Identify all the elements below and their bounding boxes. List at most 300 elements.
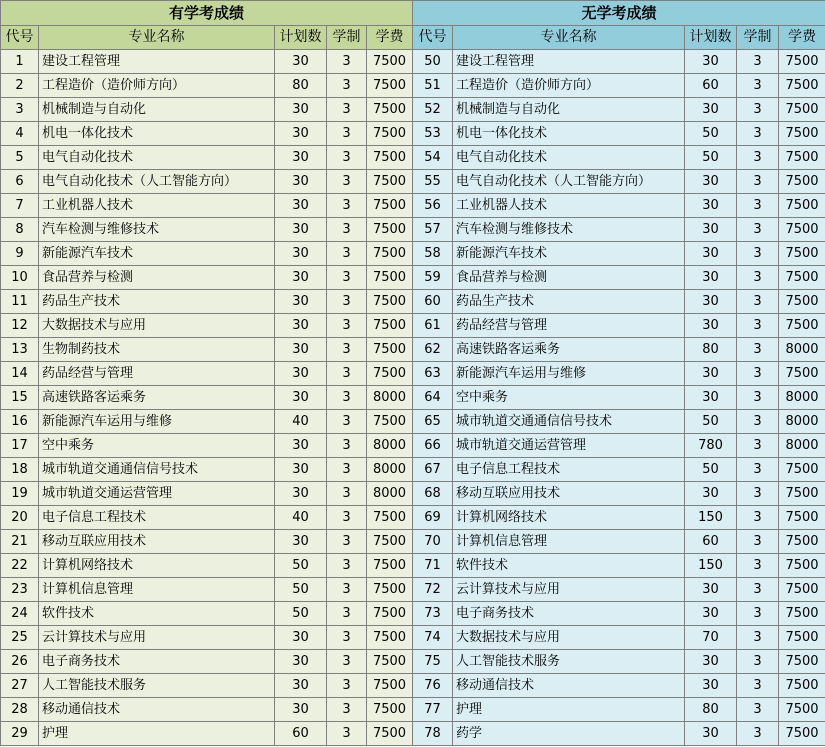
- without-scores-plan-cell: 150: [685, 506, 737, 530]
- without-scores-code-cell: 69: [413, 506, 453, 530]
- with-scores-name-cell: 计算机信息管理: [39, 578, 275, 602]
- table-row: [1, 530, 825, 554]
- table-row: [1, 434, 825, 458]
- without-scores-code-cell: 71: [413, 554, 453, 578]
- without-scores-name-cell: 药品经营与管理: [453, 314, 685, 338]
- without-scores-code-cell: 78: [413, 722, 453, 746]
- without-scores-code-cell: 67: [413, 458, 453, 482]
- table-row: [1, 650, 825, 674]
- without-scores-code-cell: 59: [413, 266, 453, 290]
- without-scores-code-cell: 75: [413, 650, 453, 674]
- with-scores-plan-cell: 50: [275, 578, 327, 602]
- without-scores-fee-cell: 7500: [779, 578, 825, 602]
- without-scores-name-cell: 计算机信息管理: [453, 530, 685, 554]
- with-scores-code-cell: 24: [1, 602, 39, 626]
- with-scores-years-cell: 3: [327, 266, 367, 290]
- without-scores-name-cell: 药品生产技术: [453, 290, 685, 314]
- without-scores-years-cell: 3: [737, 506, 779, 530]
- with-scores-plan-cell: 50: [275, 554, 327, 578]
- without-scores-years-cell: 3: [737, 74, 779, 98]
- without-scores-years-cell: 3: [737, 314, 779, 338]
- without-scores-plan-cell: 30: [685, 290, 737, 314]
- without-scores-code-cell: 54: [413, 146, 453, 170]
- with-scores-name-cell: 城市轨道交通通信信号技术: [39, 458, 275, 482]
- with-scores-code-cell: 25: [1, 626, 39, 650]
- without-scores-years-cell: 3: [737, 218, 779, 242]
- without-scores-plan-cell: 30: [685, 722, 737, 746]
- without-scores-plan-cell: 30: [685, 194, 737, 218]
- with-scores-fee-cell: 7500: [367, 194, 413, 218]
- without-scores-years-cell: 3: [737, 674, 779, 698]
- with-scores-name-cell: 药品生产技术: [39, 290, 275, 314]
- without-scores-plan-cell: 80: [685, 698, 737, 722]
- without-scores-code-cell: 58: [413, 242, 453, 266]
- with-scores-name-cell: 移动互联应用技术: [39, 530, 275, 554]
- with-scores-plan-cell: 80: [275, 74, 327, 98]
- with-scores-fee-cell: 7500: [367, 578, 413, 602]
- with-scores-name-cell: 药品经营与管理: [39, 362, 275, 386]
- with-scores-fee-cell: 7500: [367, 338, 413, 362]
- without-scores-code-cell: 60: [413, 290, 453, 314]
- with-scores-fee-cell: 7500: [367, 146, 413, 170]
- col-header-fee: 学费: [779, 26, 825, 50]
- col-header-code: 代号: [413, 26, 453, 50]
- with-scores-years-cell: 3: [327, 698, 367, 722]
- table-body: [1, 50, 825, 746]
- without-scores-plan-cell: 30: [685, 170, 737, 194]
- with-scores-name-cell: 新能源汽车运用与维修: [39, 410, 275, 434]
- with-scores-code-cell: 10: [1, 266, 39, 290]
- without-scores-name-cell: 工程造价（造价师方向）: [453, 74, 685, 98]
- with-scores-name-cell: 生物制药技术: [39, 338, 275, 362]
- without-scores-code-cell: 74: [413, 626, 453, 650]
- col-header-code: 代号: [1, 26, 39, 50]
- with-scores-fee-cell: 7500: [367, 722, 413, 746]
- without-scores-years-cell: 3: [737, 194, 779, 218]
- without-scores-code-cell: 76: [413, 674, 453, 698]
- with-scores-name-cell: 高速铁路客运乘务: [39, 386, 275, 410]
- without-scores-code-cell: 66: [413, 434, 453, 458]
- without-scores-fee-cell: 7500: [779, 290, 825, 314]
- with-scores-fee-cell: 7500: [367, 242, 413, 266]
- table-row: [1, 626, 825, 650]
- without-scores-plan-cell: 30: [685, 578, 737, 602]
- with-scores-code-cell: 8: [1, 218, 39, 242]
- with-scores-plan-cell: 30: [275, 338, 327, 362]
- table-row: [1, 674, 825, 698]
- without-scores-fee-cell: 7500: [779, 554, 825, 578]
- without-scores-name-cell: 人工智能技术服务: [453, 650, 685, 674]
- without-scores-plan-cell: 30: [685, 650, 737, 674]
- table-row: [1, 338, 825, 362]
- without-scores-code-cell: 70: [413, 530, 453, 554]
- table-row: [1, 98, 825, 122]
- with-scores-years-cell: 3: [327, 530, 367, 554]
- without-scores-name-cell: 云计算技术与应用: [453, 578, 685, 602]
- table-row: [1, 50, 825, 74]
- without-scores-plan-cell: 60: [685, 74, 737, 98]
- with-scores-name-cell: 计算机网络技术: [39, 554, 275, 578]
- without-scores-name-cell: 大数据技术与应用: [453, 626, 685, 650]
- with-scores-name-cell: 机电一体化技术: [39, 122, 275, 146]
- without-scores-years-cell: 3: [737, 722, 779, 746]
- without-scores-fee-cell: 7500: [779, 122, 825, 146]
- without-scores-code-cell: 77: [413, 698, 453, 722]
- with-scores-years-cell: 3: [327, 98, 367, 122]
- with-scores-name-cell: 电子商务技术: [39, 650, 275, 674]
- without-scores-name-cell: 电子信息工程技术: [453, 458, 685, 482]
- without-scores-code-cell: 56: [413, 194, 453, 218]
- with-scores-plan-cell: 30: [275, 170, 327, 194]
- without-scores-years-cell: 3: [737, 50, 779, 74]
- without-scores-years-cell: 3: [737, 698, 779, 722]
- with-scores-name-cell: 电气自动化技术（人工智能方向）: [39, 170, 275, 194]
- without-scores-name-cell: 高速铁路客运乘务: [453, 338, 685, 362]
- with-scores-code-cell: 9: [1, 242, 39, 266]
- with-scores-years-cell: 3: [327, 314, 367, 338]
- without-scores-plan-cell: 50: [685, 146, 737, 170]
- with-scores-code-cell: 15: [1, 386, 39, 410]
- with-scores-code-cell: 12: [1, 314, 39, 338]
- with-scores-plan-cell: 30: [275, 266, 327, 290]
- with-scores-fee-cell: 7500: [367, 602, 413, 626]
- with-scores-fee-cell: 7500: [367, 98, 413, 122]
- with-scores-name-cell: 云计算技术与应用: [39, 626, 275, 650]
- with-scores-years-cell: 3: [327, 74, 367, 98]
- with-scores-years-cell: 3: [327, 626, 367, 650]
- with-scores-name-cell: 建设工程管理: [39, 50, 275, 74]
- without-scores-plan-cell: 70: [685, 626, 737, 650]
- with-scores-years-cell: 3: [327, 386, 367, 410]
- with-scores-plan-cell: 30: [275, 386, 327, 410]
- with-scores-name-cell: 大数据技术与应用: [39, 314, 275, 338]
- with-scores-years-cell: 3: [327, 578, 367, 602]
- with-scores-plan-cell: 30: [275, 122, 327, 146]
- without-scores-plan-cell: 30: [685, 242, 737, 266]
- without-scores-fee-cell: 7500: [779, 146, 825, 170]
- without-scores-years-cell: 3: [737, 98, 779, 122]
- with-scores-name-cell: 食品营养与检测: [39, 266, 275, 290]
- with-scores-years-cell: 3: [327, 506, 367, 530]
- without-scores-fee-cell: 7500: [779, 98, 825, 122]
- without-scores-name-cell: 空中乘务: [453, 386, 685, 410]
- with-scores-fee-cell: 8000: [367, 434, 413, 458]
- with-scores-fee-cell: 7500: [367, 410, 413, 434]
- without-scores-name-cell: 城市轨道交通运营管理: [453, 434, 685, 458]
- with-scores-years-cell: 3: [327, 170, 367, 194]
- without-scores-fee-cell: 7500: [779, 626, 825, 650]
- with-scores-name-cell: 工业机器人技术: [39, 194, 275, 218]
- without-scores-name-cell: 移动通信技术: [453, 674, 685, 698]
- table-row: [1, 266, 825, 290]
- without-scores-fee-cell: 8000: [779, 386, 825, 410]
- without-scores-plan-cell: 150: [685, 554, 737, 578]
- with-scores-years-cell: 3: [327, 50, 367, 74]
- column-header-row: [1, 26, 825, 50]
- with-scores-fee-cell: 7500: [367, 674, 413, 698]
- table-row: [1, 122, 825, 146]
- without-scores-fee-cell: 7500: [779, 314, 825, 338]
- without-scores-fee-cell: 7500: [779, 506, 825, 530]
- with-scores-plan-cell: 30: [275, 50, 327, 74]
- without-scores-fee-cell: 7500: [779, 530, 825, 554]
- with-scores-plan-cell: 30: [275, 674, 327, 698]
- with-scores-plan-cell: 30: [275, 482, 327, 506]
- table-row: [1, 482, 825, 506]
- table-row: [1, 578, 825, 602]
- without-scores-fee-cell: 7500: [779, 50, 825, 74]
- with-scores-fee-cell: 7500: [367, 122, 413, 146]
- with-scores-fee-cell: 7500: [367, 506, 413, 530]
- without-scores-name-cell: 移动互联应用技术: [453, 482, 685, 506]
- without-scores-name-cell: 机电一体化技术: [453, 122, 685, 146]
- without-scores-code-cell: 64: [413, 386, 453, 410]
- with-scores-name-cell: 移动通信技术: [39, 698, 275, 722]
- without-scores-name-cell: 护理: [453, 698, 685, 722]
- with-scores-plan-cell: 30: [275, 434, 327, 458]
- with-scores-fee-cell: 7500: [367, 362, 413, 386]
- with-scores-fee-cell: 7500: [367, 266, 413, 290]
- without-scores-code-cell: 57: [413, 218, 453, 242]
- table-row: [1, 74, 825, 98]
- without-scores-plan-cell: 50: [685, 458, 737, 482]
- with-scores-years-cell: 3: [327, 194, 367, 218]
- without-scores-years-cell: 3: [737, 170, 779, 194]
- with-scores-plan-cell: 30: [275, 530, 327, 554]
- with-scores-code-cell: 26: [1, 650, 39, 674]
- without-scores-fee-cell: 7500: [779, 74, 825, 98]
- with-scores-code-cell: 4: [1, 122, 39, 146]
- col-header-fee: 学费: [367, 26, 413, 50]
- without-scores-fee-cell: 7500: [779, 170, 825, 194]
- without-scores-years-cell: 3: [737, 434, 779, 458]
- without-scores-years-cell: 3: [737, 362, 779, 386]
- with-scores-code-cell: 7: [1, 194, 39, 218]
- with-scores-years-cell: 3: [327, 482, 367, 506]
- without-scores-name-cell: 电气自动化技术: [453, 146, 685, 170]
- with-scores-name-cell: 空中乘务: [39, 434, 275, 458]
- without-scores-plan-cell: 60: [685, 530, 737, 554]
- with-scores-plan-cell: 50: [275, 602, 327, 626]
- with-scores-code-cell: 23: [1, 578, 39, 602]
- without-scores-fee-cell: 7500: [779, 242, 825, 266]
- with-scores-code-cell: 18: [1, 458, 39, 482]
- with-scores-fee-cell: 7500: [367, 530, 413, 554]
- without-scores-fee-cell: 7500: [779, 722, 825, 746]
- with-scores-code-cell: 2: [1, 74, 39, 98]
- with-scores-name-cell: 工程造价（造价师方向）: [39, 74, 275, 98]
- with-scores-plan-cell: 40: [275, 410, 327, 434]
- without-scores-name-cell: 机械制造与自动化: [453, 98, 685, 122]
- with-scores-code-cell: 1: [1, 50, 39, 74]
- with-scores-years-cell: 3: [327, 122, 367, 146]
- without-scores-plan-cell: 30: [685, 602, 737, 626]
- without-scores-fee-cell: 8000: [779, 338, 825, 362]
- with-scores-name-cell: 护理: [39, 722, 275, 746]
- with-scores-fee-cell: 8000: [367, 458, 413, 482]
- without-scores-name-cell: 汽车检测与维修技术: [453, 218, 685, 242]
- without-scores-years-cell: 3: [737, 146, 779, 170]
- without-scores-code-cell: 51: [413, 74, 453, 98]
- with-scores-plan-cell: 30: [275, 362, 327, 386]
- with-scores-code-cell: 11: [1, 290, 39, 314]
- with-scores-years-cell: 3: [327, 602, 367, 626]
- without-scores-years-cell: 3: [737, 242, 779, 266]
- without-scores-name-cell: 城市轨道交通通信信号技术: [453, 410, 685, 434]
- without-scores-plan-cell: 30: [685, 266, 737, 290]
- without-scores-years-cell: 3: [737, 290, 779, 314]
- without-scores-fee-cell: 7500: [779, 458, 825, 482]
- table-row: [1, 170, 825, 194]
- without-scores-years-cell: 3: [737, 578, 779, 602]
- group-title-without-scores: 无学考成绩: [413, 1, 825, 26]
- with-scores-years-cell: 3: [327, 554, 367, 578]
- with-scores-plan-cell: 30: [275, 458, 327, 482]
- without-scores-plan-cell: 50: [685, 122, 737, 146]
- without-scores-years-cell: 3: [737, 458, 779, 482]
- with-scores-plan-cell: 30: [275, 194, 327, 218]
- without-scores-plan-cell: 80: [685, 338, 737, 362]
- with-scores-code-cell: 3: [1, 98, 39, 122]
- with-scores-years-cell: 3: [327, 362, 367, 386]
- with-scores-plan-cell: 30: [275, 698, 327, 722]
- without-scores-plan-cell: 30: [685, 362, 737, 386]
- with-scores-plan-cell: 30: [275, 146, 327, 170]
- without-scores-code-cell: 61: [413, 314, 453, 338]
- without-scores-fee-cell: 7500: [779, 602, 825, 626]
- without-scores-years-cell: 3: [737, 122, 779, 146]
- with-scores-years-cell: 3: [327, 218, 367, 242]
- without-scores-plan-cell: 30: [685, 674, 737, 698]
- table-row: [1, 602, 825, 626]
- col-header-name: 专业名称: [453, 26, 685, 50]
- with-scores-fee-cell: 8000: [367, 386, 413, 410]
- without-scores-code-cell: 63: [413, 362, 453, 386]
- with-scores-fee-cell: 7500: [367, 170, 413, 194]
- with-scores-years-cell: 3: [327, 722, 367, 746]
- with-scores-plan-cell: 40: [275, 506, 327, 530]
- with-scores-fee-cell: 7500: [367, 554, 413, 578]
- without-scores-plan-cell: 780: [685, 434, 737, 458]
- without-scores-plan-cell: 30: [685, 218, 737, 242]
- without-scores-code-cell: 53: [413, 122, 453, 146]
- table-row: [1, 506, 825, 530]
- without-scores-years-cell: 3: [737, 602, 779, 626]
- table-row: [1, 314, 825, 338]
- table-row: [1, 554, 825, 578]
- with-scores-code-cell: 20: [1, 506, 39, 530]
- without-scores-code-cell: 62: [413, 338, 453, 362]
- col-header-name: 专业名称: [39, 26, 275, 50]
- without-scores-years-cell: 3: [737, 266, 779, 290]
- with-scores-name-cell: 城市轨道交通运营管理: [39, 482, 275, 506]
- with-scores-years-cell: 3: [327, 674, 367, 698]
- without-scores-plan-cell: 30: [685, 314, 737, 338]
- without-scores-fee-cell: 7500: [779, 674, 825, 698]
- without-scores-plan-cell: 30: [685, 50, 737, 74]
- without-scores-fee-cell: 7500: [779, 650, 825, 674]
- without-scores-plan-cell: 30: [685, 98, 737, 122]
- table-row: [1, 698, 825, 722]
- without-scores-code-cell: 73: [413, 602, 453, 626]
- with-scores-plan-cell: 30: [275, 242, 327, 266]
- with-scores-code-cell: 13: [1, 338, 39, 362]
- with-scores-years-cell: 3: [327, 242, 367, 266]
- without-scores-years-cell: 3: [737, 530, 779, 554]
- with-scores-name-cell: 新能源汽车技术: [39, 242, 275, 266]
- without-scores-name-cell: 电气自动化技术（人工智能方向）: [453, 170, 685, 194]
- without-scores-name-cell: 建设工程管理: [453, 50, 685, 74]
- without-scores-years-cell: 3: [737, 410, 779, 434]
- with-scores-fee-cell: 7500: [367, 74, 413, 98]
- with-scores-years-cell: 3: [327, 434, 367, 458]
- without-scores-name-cell: 新能源汽车运用与维修: [453, 362, 685, 386]
- table-row: [1, 722, 825, 746]
- with-scores-plan-cell: 60: [275, 722, 327, 746]
- with-scores-code-cell: 5: [1, 146, 39, 170]
- with-scores-code-cell: 14: [1, 362, 39, 386]
- with-scores-code-cell: 19: [1, 482, 39, 506]
- without-scores-name-cell: 药学: [453, 722, 685, 746]
- without-scores-fee-cell: 8000: [779, 434, 825, 458]
- without-scores-fee-cell: 7500: [779, 218, 825, 242]
- with-scores-code-cell: 17: [1, 434, 39, 458]
- table-row: [1, 410, 825, 434]
- with-scores-plan-cell: 30: [275, 314, 327, 338]
- table-row: [1, 362, 825, 386]
- without-scores-code-cell: 68: [413, 482, 453, 506]
- without-scores-fee-cell: 7500: [779, 194, 825, 218]
- table-row: [1, 146, 825, 170]
- table-row: [1, 386, 825, 410]
- without-scores-name-cell: 计算机网络技术: [453, 506, 685, 530]
- with-scores-fee-cell: 7500: [367, 218, 413, 242]
- with-scores-plan-cell: 30: [275, 626, 327, 650]
- without-scores-fee-cell: 7500: [779, 482, 825, 506]
- with-scores-code-cell: 28: [1, 698, 39, 722]
- with-scores-code-cell: 16: [1, 410, 39, 434]
- with-scores-name-cell: 软件技术: [39, 602, 275, 626]
- with-scores-code-cell: 27: [1, 674, 39, 698]
- with-scores-code-cell: 21: [1, 530, 39, 554]
- with-scores-name-cell: 人工智能技术服务: [39, 674, 275, 698]
- without-scores-years-cell: 3: [737, 338, 779, 362]
- with-scores-fee-cell: 8000: [367, 482, 413, 506]
- with-scores-fee-cell: 7500: [367, 290, 413, 314]
- with-scores-years-cell: 3: [327, 338, 367, 362]
- with-scores-plan-cell: 30: [275, 218, 327, 242]
- without-scores-fee-cell: 8000: [779, 410, 825, 434]
- without-scores-name-cell: 新能源汽车技术: [453, 242, 685, 266]
- with-scores-years-cell: 3: [327, 290, 367, 314]
- table-row: [1, 194, 825, 218]
- without-scores-name-cell: 工业机器人技术: [453, 194, 685, 218]
- col-header-years: 学制: [327, 26, 367, 50]
- with-scores-name-cell: 机械制造与自动化: [39, 98, 275, 122]
- with-scores-code-cell: 6: [1, 170, 39, 194]
- without-scores-name-cell: 食品营养与检测: [453, 266, 685, 290]
- without-scores-code-cell: 65: [413, 410, 453, 434]
- without-scores-code-cell: 72: [413, 578, 453, 602]
- with-scores-plan-cell: 30: [275, 290, 327, 314]
- with-scores-years-cell: 3: [327, 650, 367, 674]
- with-scores-fee-cell: 7500: [367, 650, 413, 674]
- with-scores-years-cell: 3: [327, 146, 367, 170]
- without-scores-name-cell: 软件技术: [453, 554, 685, 578]
- col-header-years: 学制: [737, 26, 779, 50]
- col-header-plan: 计划数: [685, 26, 737, 50]
- without-scores-years-cell: 3: [737, 554, 779, 578]
